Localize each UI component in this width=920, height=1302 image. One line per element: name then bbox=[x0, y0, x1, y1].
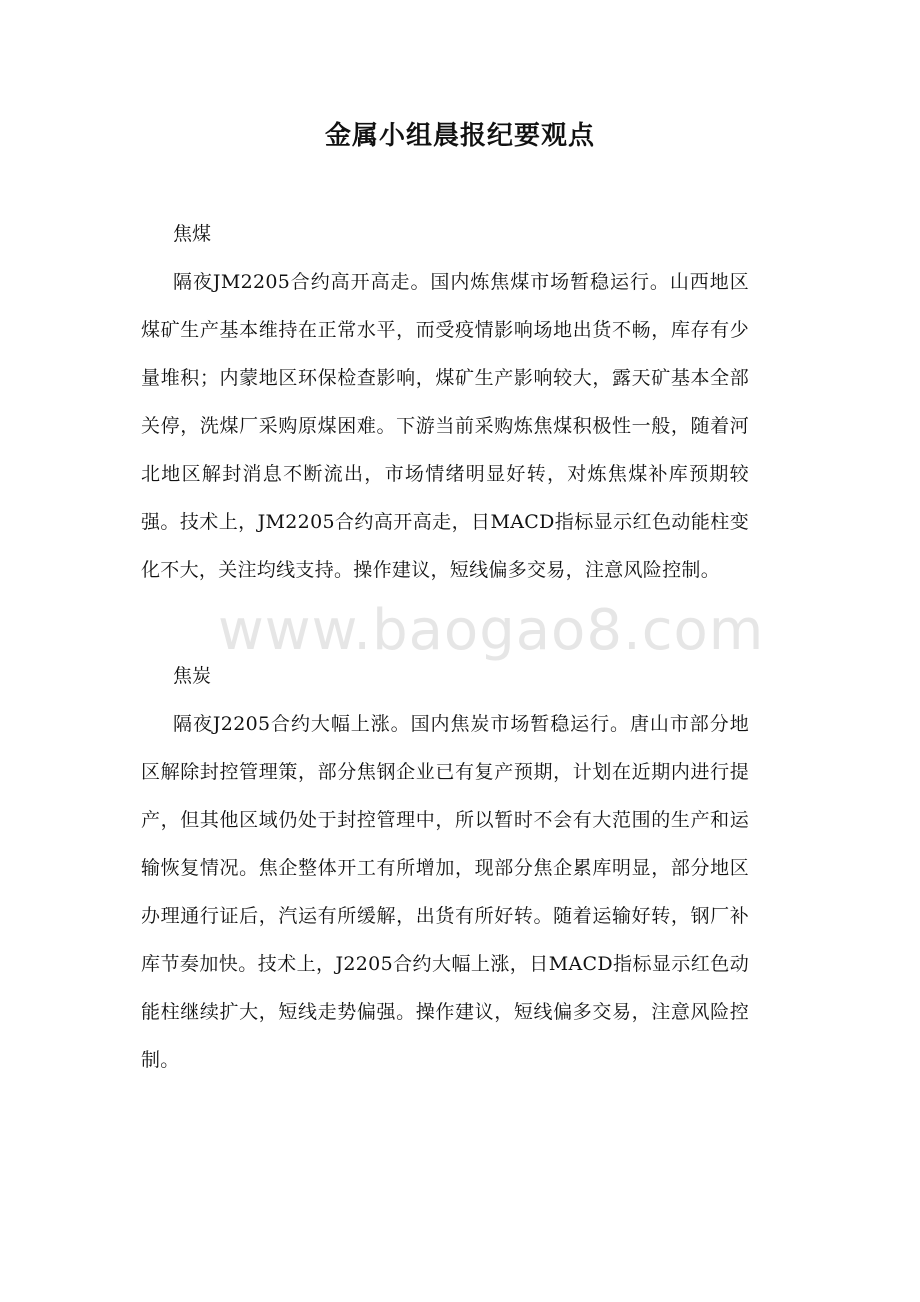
section-coking-coal bbox=[141, 210, 749, 594]
section-paragraph: 隔夜JM2205合约高开高走。国内炼焦煤市场暂稳运行。山西地区煤矿生产基本维持在正常水平，而受疫情影响场地出货不畅，库存有少量堆积；内蒙地区环保检查影响，煤矿生产影响较大，露天矿基本全部关停，洗煤厂采购原煤困难。下游当前采购炼焦煤积极性一般，随着河北地区解封消息不断流出，市场情绪明显好转，对炼焦煤补库预期较强。技术上，JM2205合约高开高走，日MACD指标显示红色动能柱变化不大，关注均线支持。操作建议，短线偏多交易，注意风险控制。 bbox=[141, 271, 749, 581]
section-heading: 焦炭 bbox=[173, 665, 212, 687]
section-heading: 焦煤 bbox=[173, 223, 212, 245]
watermark: www.baogao8.com bbox=[218, 598, 765, 663]
document-body bbox=[141, 210, 749, 1084]
document-title: 金属小组晨报纪要观点 bbox=[324, 121, 595, 151]
section-coke bbox=[141, 652, 749, 1084]
section-paragraph: 隔夜J2205合约大幅上涨。国内焦炭市场暂稳运行。唐山市部分地区解除封控管理策，部分焦钢企业已有复产预期，计划在近期内进行提产，但其他区域仍处于封控管理中，所以暂时不会有大范围的生产和运输恢复情况。焦企整体开工有所增加，现部分焦企累库明显，部分地区办理通行证后，汽运有所缓解，出货有所好转。随着运输好转，钢厂补库节奏加快。技术上，J2205合约大幅上涨，日MACD指标显示红色动能柱继续扩大，短线走势偏强。操作建议，短线偏多交易，注意风险控制。 bbox=[141, 713, 749, 1071]
